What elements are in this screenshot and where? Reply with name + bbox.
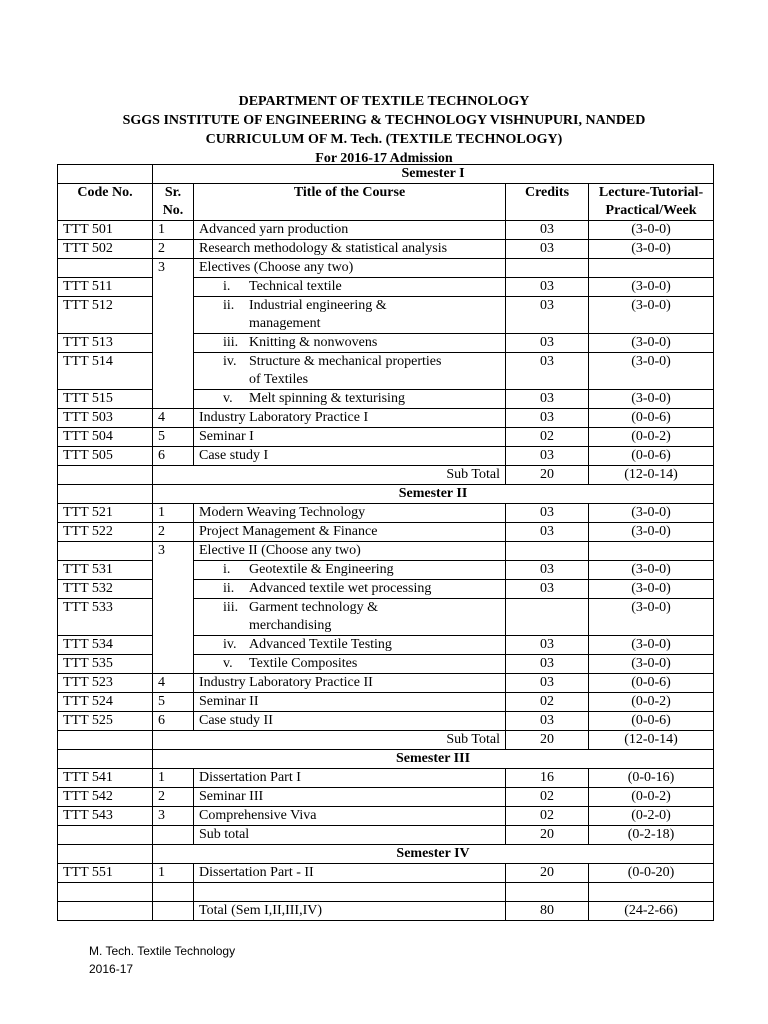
- course-code: TTT 521: [58, 504, 153, 523]
- elective-title: Advanced Textile Testing: [249, 637, 392, 652]
- course-code: TTT 515: [58, 390, 153, 409]
- course-title: [194, 655, 506, 674]
- course-code: TTT 512: [58, 297, 153, 334]
- course-ltp: (0-2-0): [589, 807, 714, 826]
- blank-row: [58, 883, 714, 902]
- course-credits: 03: [506, 334, 589, 353]
- semester-heading-row: [58, 845, 714, 864]
- course-credits: 03: [506, 636, 589, 655]
- serial-number: 6: [153, 447, 194, 466]
- course-ltp: (0-0-6): [589, 447, 714, 466]
- admission-year: For 2016-17 Admission: [315, 151, 453, 166]
- elective-title: Structure & mechanical properties of Textiles: [249, 354, 442, 387]
- course-code: TTT 525: [58, 712, 153, 731]
- table-row: [58, 807, 714, 826]
- course-title: Case study II: [194, 712, 506, 731]
- column-header-row: [58, 184, 714, 221]
- course-title: Seminar I: [194, 428, 506, 447]
- course-code: TTT 542: [58, 788, 153, 807]
- subtotal-credits: 20: [506, 466, 589, 485]
- course-code: TTT 513: [58, 334, 153, 353]
- course-credits: 03: [506, 674, 589, 693]
- serial-number: 4: [153, 674, 194, 693]
- course-ltp: (3-0-0): [589, 353, 714, 390]
- elective-title: Knitting & nonwovens: [249, 335, 378, 350]
- table-row: [58, 788, 714, 807]
- course-ltp: (0-0-6): [589, 409, 714, 428]
- course-title: Seminar III: [194, 788, 506, 807]
- semester-heading-row: [58, 165, 714, 184]
- table-row: [58, 428, 714, 447]
- roman-numeral: ii.: [223, 298, 235, 313]
- footer-year: 2016-17: [89, 962, 134, 976]
- course-credits: 03: [506, 712, 589, 731]
- course-credits: 03: [506, 221, 589, 240]
- roman-numeral: ii.: [223, 581, 235, 596]
- table-row: [58, 221, 714, 240]
- course-ltp: (0-0-2): [589, 693, 714, 712]
- semester-heading: Semester II: [153, 485, 714, 504]
- total-label: Total (Sem I,II,III,IV): [194, 902, 506, 921]
- course-title: Seminar II: [194, 693, 506, 712]
- elective-title: Industrial engineering & management: [249, 298, 387, 331]
- sr-column-header: Sr. No.: [153, 184, 194, 221]
- roman-numeral: v.: [223, 656, 233, 671]
- table-row: [58, 864, 714, 883]
- table-row: [58, 769, 714, 788]
- course-credits: 03: [506, 504, 589, 523]
- course-ltp: (0-0-6): [589, 674, 714, 693]
- course-title: [194, 390, 506, 409]
- institute-title: SGGS INSTITUTE OF ENGINEERING & TECHNOLOGY VISHNUPURI, NANDED: [122, 113, 646, 128]
- course-title: [194, 297, 506, 334]
- course-code: TTT 503: [58, 409, 153, 428]
- course-title: Industry Laboratory Practice II: [194, 674, 506, 693]
- course-title: Modern Weaving Technology: [194, 504, 506, 523]
- title-column-header: Title of the Course: [194, 184, 506, 221]
- total-ltp: (24-2-66): [589, 902, 714, 921]
- elective-title: Textile Composites: [249, 656, 358, 671]
- course-title: Industry Laboratory Practice I: [194, 409, 506, 428]
- course-ltp: (0-0-16): [589, 769, 714, 788]
- course-credits: 03: [506, 523, 589, 542]
- subtotal-label: Sub Total: [153, 466, 506, 485]
- course-title: [194, 334, 506, 353]
- course-title: [194, 278, 506, 297]
- course-title: Comprehensive Viva: [194, 807, 506, 826]
- elective-title: Advanced textile wet processing: [249, 581, 432, 596]
- course-code: TTT 501: [58, 221, 153, 240]
- course-code: TTT 522: [58, 523, 153, 542]
- course-credits: 02: [506, 693, 589, 712]
- course-ltp: (3-0-0): [589, 240, 714, 259]
- course-ltp: (3-0-0): [589, 580, 714, 599]
- electives-title: Electives (Choose any two): [194, 259, 506, 278]
- course-credits: 03: [506, 580, 589, 599]
- course-title: [194, 561, 506, 580]
- course-title: Research methodology & statistical analysis: [194, 240, 506, 259]
- serial-number: 4: [153, 409, 194, 428]
- course-code: TTT 511: [58, 278, 153, 297]
- serial-number: 1: [153, 221, 194, 240]
- roman-numeral: iv.: [223, 354, 237, 369]
- course-code: TTT 524: [58, 693, 153, 712]
- code-column-header: Code No.: [58, 184, 153, 221]
- course-credits: 03: [506, 447, 589, 466]
- serial-number: 3: [153, 259, 194, 409]
- serial-number: 5: [153, 693, 194, 712]
- table-row: [58, 523, 714, 542]
- course-credits: 03: [506, 390, 589, 409]
- serial-number: 3: [153, 807, 194, 826]
- subtotal-ltp: (0-2-18): [589, 826, 714, 845]
- semester-heading: Semester I: [153, 165, 714, 184]
- course-ltp: (3-0-0): [589, 561, 714, 580]
- course-code: TTT 514: [58, 353, 153, 390]
- roman-numeral: v.: [223, 391, 233, 406]
- course-ltp: (3-0-0): [589, 636, 714, 655]
- credits-column-header: Credits: [506, 184, 589, 221]
- course-code: TTT 551: [58, 864, 153, 883]
- serial-number: 1: [153, 769, 194, 788]
- course-credits: 02: [506, 807, 589, 826]
- serial-number: 2: [153, 788, 194, 807]
- table-row: [58, 693, 714, 712]
- course-ltp: (3-0-0): [589, 221, 714, 240]
- course-ltp: (3-0-0): [589, 523, 714, 542]
- course-credits: 02: [506, 428, 589, 447]
- course-credits: 03: [506, 409, 589, 428]
- subtotal-row: [58, 826, 714, 845]
- table-row: [58, 409, 714, 428]
- table-row: [58, 542, 714, 561]
- course-code: TTT 541: [58, 769, 153, 788]
- course-credits: 03: [506, 561, 589, 580]
- subtotal-row: [58, 731, 714, 750]
- serial-number: 2: [153, 523, 194, 542]
- elective-title: Melt spinning & texturising: [249, 391, 405, 406]
- course-credits: 03: [506, 297, 589, 334]
- subtotal-label: Sub total: [194, 826, 506, 845]
- table-row: [58, 259, 714, 278]
- course-ltp: (0-0-6): [589, 712, 714, 731]
- serial-number: 1: [153, 864, 194, 883]
- course-ltp: (3-0-0): [589, 599, 714, 636]
- page-footer: [89, 942, 235, 978]
- table-row: [58, 447, 714, 466]
- subtotal-row: [58, 466, 714, 485]
- course-code: TTT 532: [58, 580, 153, 599]
- total-row: [58, 902, 714, 921]
- course-code: TTT 505: [58, 447, 153, 466]
- footer-program: M. Tech. Textile Technology: [89, 944, 236, 958]
- serial-number: 3: [153, 542, 194, 674]
- course-credits: 03: [506, 240, 589, 259]
- course-code: TTT 504: [58, 428, 153, 447]
- course-ltp: (0-0-2): [589, 428, 714, 447]
- elective-title: Garment technology & merchandising: [249, 600, 379, 633]
- serial-number: 5: [153, 428, 194, 447]
- course-ltp: (0-0-2): [589, 788, 714, 807]
- course-title: [194, 580, 506, 599]
- semester-heading-row: [58, 485, 714, 504]
- course-code: TTT 535: [58, 655, 153, 674]
- course-title: [194, 353, 506, 390]
- electives-title: Elective II (Choose any two): [194, 542, 506, 561]
- document-header: [0, 92, 768, 168]
- course-title: Case study I: [194, 447, 506, 466]
- course-credits: 16: [506, 769, 589, 788]
- roman-numeral: iv.: [223, 637, 237, 652]
- course-title: Dissertation Part I: [194, 769, 506, 788]
- course-ltp: (0-0-20): [589, 864, 714, 883]
- course-credits: 20: [506, 864, 589, 883]
- table-row: [58, 674, 714, 693]
- subtotal-credits: 20: [506, 826, 589, 845]
- course-credits: [506, 599, 589, 636]
- roman-numeral: i.: [223, 562, 231, 577]
- elective-title: Technical textile: [249, 279, 342, 294]
- subtotal-credits: 20: [506, 731, 589, 750]
- serial-number: 6: [153, 712, 194, 731]
- course-title: Project Management & Finance: [194, 523, 506, 542]
- semester-heading: Semester III: [153, 750, 714, 769]
- table-row: [58, 712, 714, 731]
- course-ltp: (3-0-0): [589, 297, 714, 334]
- course-title: [194, 599, 506, 636]
- subtotal-label: Sub Total: [153, 731, 506, 750]
- table-row: [58, 504, 714, 523]
- roman-numeral: iii.: [223, 600, 239, 615]
- department-title: DEPARTMENT OF TEXTILE TECHNOLOGY: [238, 94, 530, 109]
- course-title: Advanced yarn production: [194, 221, 506, 240]
- course-ltp: (3-0-0): [589, 655, 714, 674]
- course-credits: 03: [506, 655, 589, 674]
- elective-title: Geotextile & Engineering: [249, 562, 394, 577]
- serial-number: 1: [153, 504, 194, 523]
- course-code: TTT 533: [58, 599, 153, 636]
- course-code: TTT 534: [58, 636, 153, 655]
- subtotal-ltp: (12-0-14): [589, 731, 714, 750]
- roman-numeral: i.: [223, 279, 231, 294]
- course-ltp: (3-0-0): [589, 504, 714, 523]
- course-title: [194, 636, 506, 655]
- curriculum-title: CURRICULUM OF M. Tech. (TEXTILE TECHNOLOGY): [205, 132, 563, 147]
- course-ltp: (3-0-0): [589, 334, 714, 353]
- ltp-column-header: Lecture-Tutorial-Practical/Week: [589, 184, 714, 221]
- roman-numeral: iii.: [223, 335, 239, 350]
- curriculum-table: [57, 164, 714, 921]
- subtotal-ltp: (12-0-14): [589, 466, 714, 485]
- course-code: TTT 523: [58, 674, 153, 693]
- course-credits: 03: [506, 353, 589, 390]
- semester-heading: Semester IV: [153, 845, 714, 864]
- course-code: TTT 531: [58, 561, 153, 580]
- course-ltp: (3-0-0): [589, 390, 714, 409]
- semester-heading-row: [58, 750, 714, 769]
- course-title: Dissertation Part - II: [194, 864, 506, 883]
- course-code: TTT 543: [58, 807, 153, 826]
- serial-number: 2: [153, 240, 194, 259]
- course-code: TTT 502: [58, 240, 153, 259]
- table-row: [58, 240, 714, 259]
- total-credits: 80: [506, 902, 589, 921]
- course-credits: 02: [506, 788, 589, 807]
- course-ltp: (3-0-0): [589, 278, 714, 297]
- course-credits: 03: [506, 278, 589, 297]
